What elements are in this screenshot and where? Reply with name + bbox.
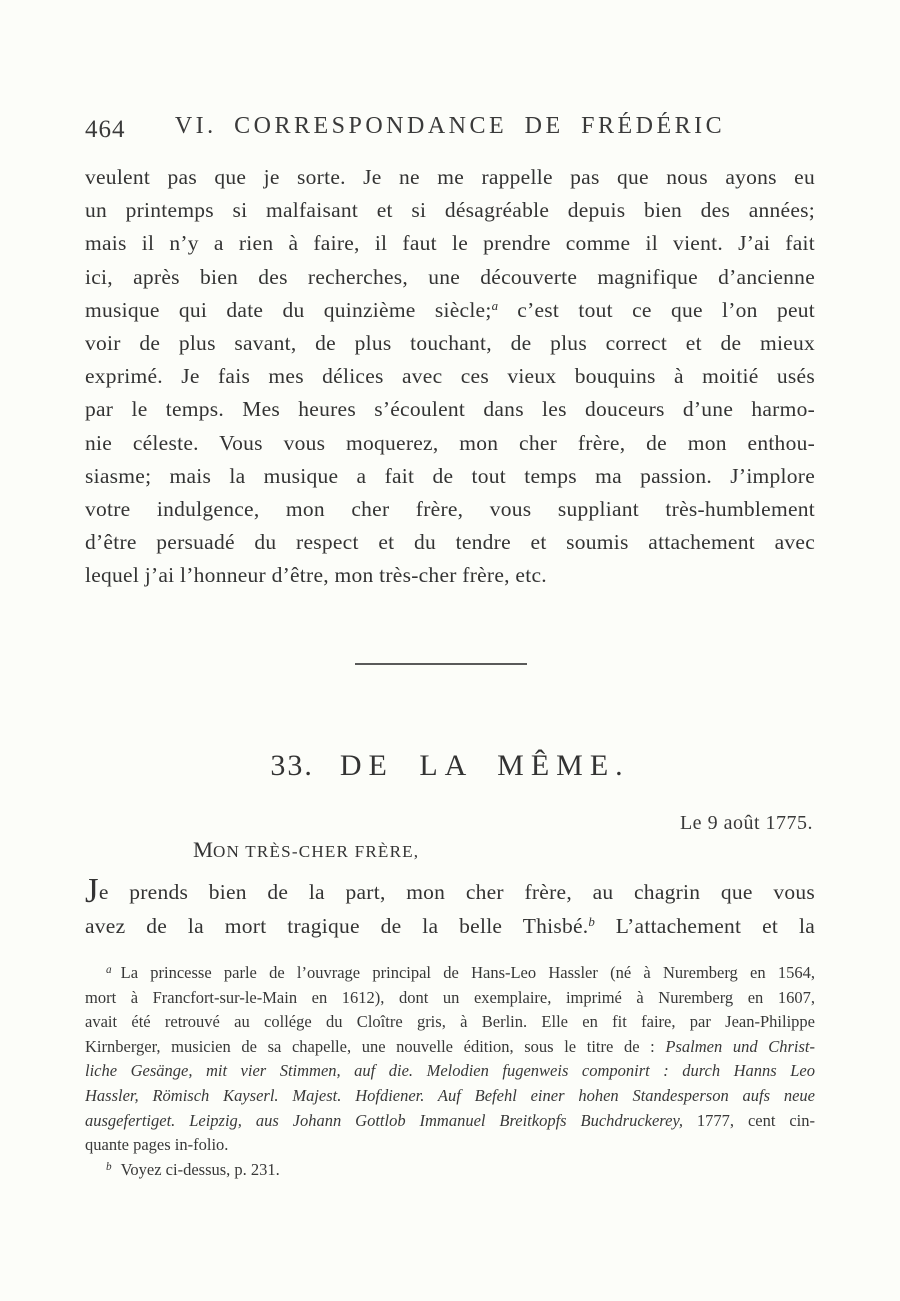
letter-title: DE LA MÊME.	[339, 749, 630, 782]
running-head	[85, 113, 815, 147]
letter-date: Le 9 août 1775.	[679, 812, 813, 834]
cited-title-segment: ausgefertiget. Leipzig, aus Johann Gottlob Immanuel Breitkopfs Buchdruckerey,	[85, 1110, 683, 1130]
text-segment: c’est tout ce que l’on peut	[517, 297, 815, 322]
text-segment: L’attachement et la	[615, 913, 815, 938]
letter-number: 33.	[270, 749, 314, 782]
text-line: lequel j’ai l’honneur d’être, mon très-cher frère, etc.	[85, 563, 547, 588]
text-segment: avez de la mort tragique de la belle Thisbé.	[85, 913, 589, 938]
letter-33-heading	[85, 748, 815, 784]
footnote-a-marker: a	[106, 964, 112, 977]
letter-32-body	[85, 161, 815, 593]
text-line: voir de plus savant, de plus touchant, de plus correct et de mieux	[85, 331, 815, 356]
footnote-a-line: Hassler, Römisch Kayserl. Majest. Hofdiener. Auf Befehl einer hohen Standesperson aufs neue	[85, 1085, 815, 1105]
footnote-b-line	[85, 1158, 815, 1183]
text-line: veulent pas que je sorte. Je ne me rappelle pas que nous ayons eu	[85, 165, 815, 189]
cited-title-segment: Psalmen und Christ-	[665, 1036, 815, 1056]
text-line: nie céleste. Vous vous moquerez, mon cher frère, de mon enthou-	[85, 430, 815, 455]
text-segment: e prends bien de la part, mon cher frère, au chagrin que vous	[98, 880, 815, 904]
text-line	[85, 876, 815, 910]
footnote-a-line	[85, 1035, 815, 1060]
text-segment: Voyez ci-dessus, p. 231.	[120, 1159, 280, 1179]
text-segment: La princesse parle de l’ouvrage principal de Hans-Leo Hassler (né à Nuremberg en 1564,	[120, 963, 815, 982]
footnote-a-line: avait été retrouvé au collége du Cloître gris, à Berlin. Elle en fit faire, par Jean-Philippe	[85, 1012, 815, 1032]
text-line: ici, après bien des recherches, une découverte magnifique d’ancienne	[85, 264, 815, 289]
section-divider-rule	[355, 663, 527, 665]
footnote-a-line: quante pages in-folio.	[85, 1135, 229, 1155]
text-line	[85, 294, 815, 327]
text-line: votre indulgence, mon cher frère, vous suppliant très-humblement	[85, 497, 815, 522]
salutation-text: ON TRÈS-CHER FRÈRE,	[213, 842, 420, 861]
footnote-ref-b: b	[588, 914, 595, 929]
text-line: mais il n’y a rien à faire, il faut le prendre comme il vient. J’ai fait	[85, 231, 815, 256]
text-segment: Kirnberger, musicien de sa chapelle, une nouvelle édition, sous le titre de :	[85, 1036, 655, 1056]
page-content	[85, 0, 815, 1301]
footnote-a-line	[85, 1109, 815, 1134]
salutation	[193, 837, 419, 863]
footnote-a-line	[85, 961, 815, 986]
text-line: siasme; mais la musique a fait de tout temps ma passion. J’implore	[85, 463, 815, 488]
salutation-initial: M	[193, 837, 214, 862]
footnotes-block	[85, 961, 815, 1182]
page-number: 464	[85, 116, 126, 143]
text-line: par le temps. Mes heures s’écoulent dans les douceurs d’une harmo-	[85, 397, 815, 422]
text-segment: musique qui date du quinzième siècle;	[85, 297, 492, 322]
text-line: un printemps si malfaisant et si désagréable depuis bien des années;	[85, 198, 815, 223]
text-line: d’être persuadé du respect et du tendre et soumis attachement avec	[85, 530, 815, 555]
text-segment: 1777, cent cin-	[696, 1110, 815, 1130]
footnote-ref-a: a	[491, 298, 499, 313]
letter-33-body	[85, 876, 815, 943]
paragraph-initial: J	[85, 876, 99, 910]
text-line	[85, 910, 815, 944]
footnote-a-line: liche Gesänge, mit vier Stimmen, auf die. Melodien fugenweis componirt : durch Hanns Leo	[85, 1061, 815, 1081]
chapter-running-title: VI. CORRESPONDANCE DE FRÉDÉRIC	[174, 113, 726, 139]
text-line: exprimé. Je fais mes délices avec ces vieux bouquins à moitié usés	[85, 364, 815, 389]
footnote-a-line: mort à Francfort-sur-le-Main en 1612), dont un exemplaire, imprimé à Nuremberg en 1607,	[85, 987, 815, 1007]
footnote-b-marker: b	[106, 1161, 112, 1174]
